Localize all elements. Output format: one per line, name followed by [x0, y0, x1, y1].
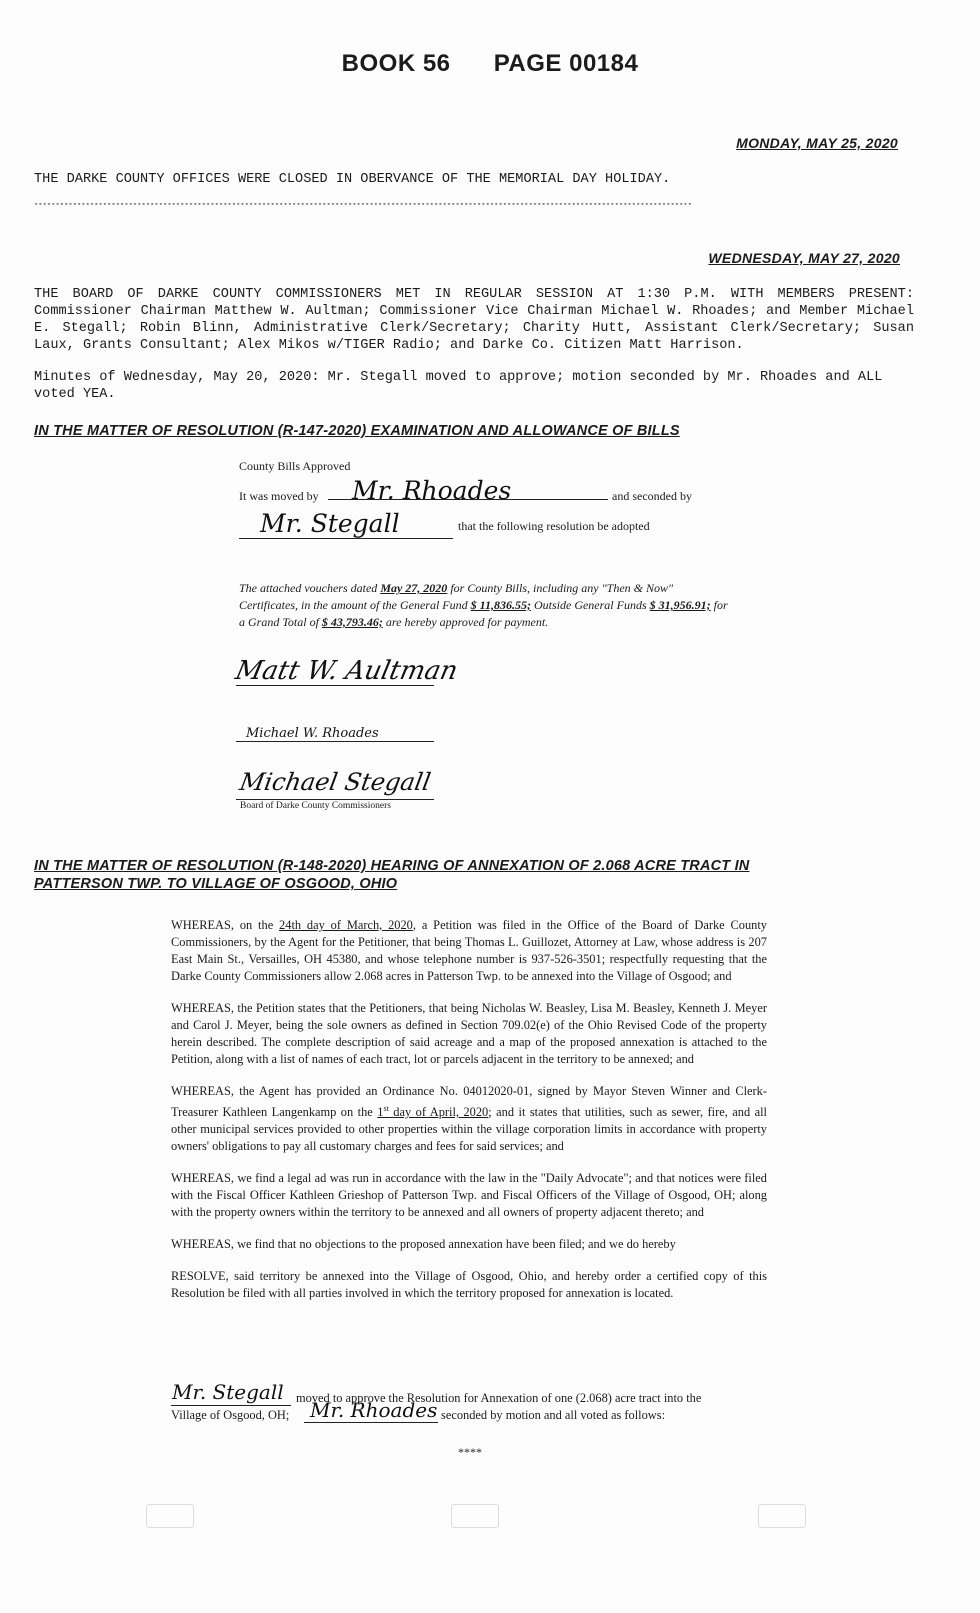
footer-box-center — [451, 1504, 499, 1528]
resolution-147-heading: IN THE MATTER OF RESOLUTION (R-147-2020) EXAMINATION AND ALLOWANCE OF BILLS — [34, 423, 680, 439]
resolution-148-heading-line1: IN THE MATTER OF RESOLUTION (R-148-2020) HEARING OF ANNEXATION OF 2.068 ACRE TRACT IN — [34, 858, 750, 874]
voucher-text-mid3: for a Grand Total of — [239, 598, 728, 629]
outside-funds-amount: $ 31,956.91; — [649, 598, 711, 612]
book-page-header — [0, 50, 980, 78]
motion-text-2: Village of Osgood, OH; — [171, 1408, 290, 1422]
resolution-148-body — [171, 917, 767, 1317]
attendance-paragraph: THE BOARD OF DARKE COUNTY COMMISSIONERS MET IN REGULAR SESSION AT 1:30 P.M. WITH MEMBERS PRESENT: Commissioner Chairman Matthew W. Aultman; Commissioner Vice Chairman Michael W. Rhoades; and Member Michael E. Stegall; Robin Blinn, Administrative Clerk/Secretary; Charity Hutt, Assistant Clerk/Secretary; Susan Laux, Grants Consultant; Alex Mikos w/TIGER Radio; and Darke Co. Citizen Matt Harrison. — [34, 287, 914, 353]
grand-total-amount: $ 43,793.46; — [321, 615, 383, 629]
form-title: County Bills Approved — [239, 459, 351, 473]
seconded-by-label: and seconded by — [612, 489, 692, 503]
petition-date: 24th day of March, 2020 — [279, 918, 413, 932]
entry-date-wednesday: WEDNESDAY, MAY 27, 2020 — [708, 250, 900, 266]
motion-line-1 — [171, 1404, 291, 1406]
resolution-148-heading-line2: PATTERSON TWP. TO VILLAGE OF OSGOOD, OHIO — [34, 876, 398, 892]
ordinance-day: 1 — [377, 1105, 384, 1120]
whereas-legal-ad: WHEREAS, we find a legal ad was run in accordance with the law in the "Daily Advocate"; and that notices were filed with the Fiscal Officer Kathleen Grieshop of Patterson Twp. and Fiscal Officers of the Village of Osgood, OH; along with the property owners within the territory to be annexed and all owners of property adjacent thereto; and — [171, 1171, 767, 1220]
general-fund-amount: $ 11,836.55; — [470, 598, 531, 612]
separator-line: ********************************************************************************************************************************************************* — [34, 203, 693, 211]
resolution-148-heading — [34, 857, 934, 893]
moved-by-label: It was moved by — [239, 489, 319, 503]
p1-post: , a Petition was filed in the Office of the Board of Darke County Commissioners, by the Agent for the Petitioner, that being Thomas L. Guillozet, Attorney at Law, whose address is 207 East Main St., Versailles, OH 45380, and whose telephone number is 937-526-3501; respectfully requesting that the Darke County Commissioners allow 2.068 acres in Patterson Twp. to be annexed into the Village of Osgood; and — [171, 918, 767, 983]
seconded-by-signature: Mr. Stegall — [260, 509, 400, 538]
whereas-petitioners: WHEREAS, the Petition states that the Petitioners, that being Nicholas W. Beasley, Lisa M. Beasley, Kenneth J. Meyer and Carol J. Meyer, being the sole owners as defined in Section 709.02(e) of the Ohio Revised Code of the property herein described. The complete description of said acreage and a map of the proposed annexation is attached to the Petition, along with a list of names of each tract, lot or parcels adjacent in the territory to be annexed; and — [171, 1001, 767, 1066]
closure-notice: THE DARKE COUNTY OFFICES WERE CLOSED IN OBERVANCE OF THE MEMORIAL DAY HOLIDAY. — [34, 172, 671, 187]
footer-box-left — [146, 1504, 194, 1528]
motion-text-3: seconded by motion and all voted as follows: — [441, 1408, 666, 1422]
whereas-petition-filed — [171, 917, 767, 985]
voucher-text-mid1: for County Bills, including any "Then & Now" Certificates, in the amount of the General Fund — [239, 581, 674, 612]
signature-rhoades: Michael W. Rhoades — [246, 726, 379, 741]
board-label: Board of Darke County Commissioners — [240, 801, 391, 811]
book-number: BOOK 56 — [341, 50, 451, 77]
moved-by-signature: Mr. Rhoades — [352, 476, 512, 505]
entry-date-monday: MONDAY, MAY 25, 2020 — [736, 135, 898, 151]
voucher-text-mid2: Outside General Funds — [533, 598, 647, 612]
resolve-annexation: RESOLVE, said territory be annexed into the Village of Osgood, Ohio, and hereby order a certified copy of this Resolution be filed with all parties involved in which the territory proposed for annexation is located. — [171, 1269, 767, 1301]
motion-signature-rhoades: Mr. Rhoades — [310, 1398, 438, 1422]
page-number: PAGE 00184 — [493, 50, 639, 77]
end-marker: **** — [458, 1445, 482, 1459]
p1-pre: WHEREAS, on the — [171, 918, 274, 932]
voucher-paragraph — [239, 580, 729, 631]
whereas-ordinance — [171, 1083, 767, 1155]
signature-stegall: Michael Stegall — [237, 768, 433, 796]
ordinance-day-suffix: st — [383, 1104, 389, 1113]
minutes-approval: Minutes of Wednesday, May 20, 2020: Mr. Stegall moved to approve; motion seconded by Mr. Rhoades and ALL voted YEA. — [34, 370, 883, 402]
p3-pre: WHEREAS, the Agent has provided an Ordinance No. 04012020-01, signed by Mayor Steven Winner and Clerk-Treasurer Kathleen Langenkamp on the — [171, 1084, 767, 1120]
motion-signature-stegall: Mr. Stegall — [172, 1380, 284, 1404]
adopt-text: that the following resolution be adopted — [458, 519, 650, 533]
ordinance-date: day of April, 2020 — [393, 1105, 489, 1120]
signature-line-3 — [236, 798, 434, 800]
motion-text-1: moved to approve the Resolution for Annexation of one (2.068) acre tract into the — [296, 1391, 702, 1405]
voucher-text-pre: The attached vouchers dated — [239, 581, 378, 595]
signature-aultman: Matt W. Aultman — [232, 656, 461, 686]
whereas-no-objections: WHEREAS, we find that no objections to the proposed annexation have been filed; and we do hereby — [171, 1237, 676, 1252]
voucher-text-post: are hereby approved for payment. — [385, 615, 549, 629]
p3-post: ; and it states that utilities, such as sewer, fire, and all other municipal services provided to other properties within the village corporation limits in accordance with property owners' obligations to pay all customary charges and fees for said services; and — [171, 1105, 767, 1154]
footer-box-right — [758, 1504, 806, 1528]
voucher-date: May 27, 2020 — [380, 581, 448, 595]
